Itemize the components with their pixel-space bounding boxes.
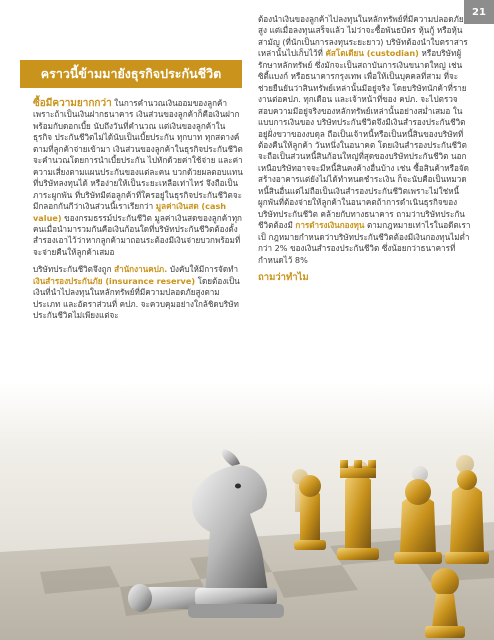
term-highlight: การดำรงเงินกองทุน bbox=[295, 220, 365, 231]
body-text: บังคับให้มีการจัดทำ bbox=[167, 264, 239, 275]
page-number: 21 bbox=[464, 0, 494, 24]
term-highlight: มูลค่าเงินสด (cash value) bbox=[33, 201, 227, 223]
body-text: ของกรมธรรม์ประกันชีวิต มูลค่าเงินสดของลูกค้าทุกคนเมื่อนำมารวมกันคือเงินก้อนใดที่บริษัทประกันชีวิตต้องตั้งสำรองเอาไว้ว่าหากลูกค้ามาถอนระต้องมีเงินจ่ายบวกพร้อมที่จะจ่ายคืนให้ลูกค้าเสมอ bbox=[33, 212, 242, 257]
term-highlight: คัสโตเดียน (custodian) bbox=[325, 48, 419, 59]
paragraph bbox=[258, 14, 472, 266]
body-text: ในการคำนวณเงินออมของลูกค้าเพราะถ้าเป็นเงินฝากธนาคาร เงินส่วนของลูกค้าก็คือเงินฝากพร้อมกับดอกเบี้ย นับถึงวันที่คำนวณ แต่เงินของลูกค้าในธุรกิจ ประกันชีวิตไม่ได้นับเป็นเบี้ยประกัน ทุกบาท ทุกสตางค์ ตามที่ลูกค้าจ่ายเข้ามา เงินส่วนของลูกค้าในธุรกิจประกันชีวิต จะคำนวณโดยการนำเบี้ยประกัน ไปหักด้วยค่าใช้จ่าย และค่าความเสี่ยงตามแผนประกันของแต่ละคน บวกด้วยผลตอบแทนที่บริษัทลงทุนได้ หรือง่ายให้เป็นระยะเหลือเท่าไหร่ จึงถือเป็นภาระผูกพัน ที่บริษัทมีต่อลูกค้าที่ใครอยู่ในธุรกิจประกันชีวิตจะมีกลอกกันกีว่าเงินส่วนนี้เราเรียกว่า bbox=[33, 98, 243, 212]
section-banner bbox=[20, 60, 242, 88]
body-text: หรือบริษัทผู้รักษาหลักทรัพย์ ซึ่งมักจะเป็นสถาบันการเงินขนาดใหญ่ เช่นซิตี้แบงก์ หรือธนาคารกรุงเทพ เพื่อให้เป็นบุคคลที่สาม ที่จะช่วยยืนยันว่าสินทรัพย์เหล่านั้นมีอยู่จริง โดยบริษัทนักค้าที่รายงานต่อคปภ. ทุกเดือน และเจ้าหน้าที่ของ คปภ. จะไปตรวจสอบความมีอยู่จริงของหลักทรัพย์เหล่านั้นอย่างสม่ำเสมอ ในแบบการเงินของ บริษัทประกันชีวิตจึงมีเงินสำรองประกันชีวิตอยู่ฝั่งขวาของงบดุล ถือเป็นเจ้าหนี้หรือเป็นหนี้สินของบริษัทที่ต้องคืนให้ลูกค้า วันหนึ่งในอนาคต โดยเงินสำรองประกันชีวิต จะถือเป็นส่วนหนี้สินก้อนใหญ่ที่สุดของบริษัทประกันชีวิต นอกเหนือบริษัทอาจจะมีหนี้สินคงค้างอื่นบ้าง เช่น ซื้อสินค้าหรือจัดสร้างอาคารแต่ยังไม่ได้ทำหนดชำระเงิน ก็จะนับคือเป็นหมวดหนี้สินอื่นแต่ไม่ถือเป็นเงินสำรองประกันชีวิตเพราะไม่ใช่หนี้ผูกพันที่ต้องจ่ายให้ลูกค้าในอนาคตถ้าการดำเนินธุรกิจของบริษัทประกันชีวิต คล้ายกับทางธนาคาร ถามว่าบริษัทประกันชีวิตต้องมี bbox=[258, 48, 469, 231]
body-text: ต้องนำเงินของลูกค้าไปลงทุนในหลักทรัพย์ที่มีความปลอดภัยสูง แต่เมื่อลงทุนเสร็จแล้ว ไม่ว่าจะซื้อพันธบัตร หุ้นกู้ หรือหุ้นสามัญ (ที่นักเป็นการลงทุนระยะยาว) บริษัทต้องนำใบตราสารเหล่านั้นไปเก็บไว้ที่ bbox=[258, 14, 468, 59]
body-text: โดยต้องเป็นเงินที่นำไปลงทุนในหลักทรัพย์ที่มีความปลอดภัยสูงตามประเภท และอัตราส่วนที่ คปภ. จะควบคุมอย่างใกล้ชิดบริษัทประกันชีวิตไม่เพียงแต่จะ bbox=[33, 275, 240, 321]
body-text: บริษัทประกันชีวิตจึงถูก bbox=[33, 264, 115, 275]
right-column bbox=[258, 14, 472, 289]
section-title: คราวนี้ข้ามมายังธุรกิจประกันชีวิต bbox=[40, 66, 222, 81]
lead-text: ซื้อมีความยากกว่า bbox=[33, 98, 112, 109]
section-subheading: ถามว่าทำไม bbox=[258, 271, 309, 283]
chess-illustration bbox=[0, 382, 494, 640]
chess-photo bbox=[0, 382, 494, 640]
term-highlight: สำนักงานคปภ. bbox=[114, 264, 168, 275]
left-column bbox=[33, 98, 243, 328]
paragraph bbox=[258, 272, 472, 283]
paragraph bbox=[33, 98, 243, 258]
body-text: ตามกฎหมายเท่าไรในอดีตเราเป็ กฎหมายกำหนดว่าบริษัทประกันชีวิตต้องมีเงินกองทุนไม่ต่ำกว่า 2% ของเงินสำรองประกันชีวิต ซึ่งน้อยกว่าธนาคารที่กำหนดไว้ 8% bbox=[258, 220, 471, 265]
paragraph bbox=[33, 264, 243, 321]
term-highlight: เงินสำรองประกันภัย (insurance reserve) bbox=[33, 275, 196, 286]
